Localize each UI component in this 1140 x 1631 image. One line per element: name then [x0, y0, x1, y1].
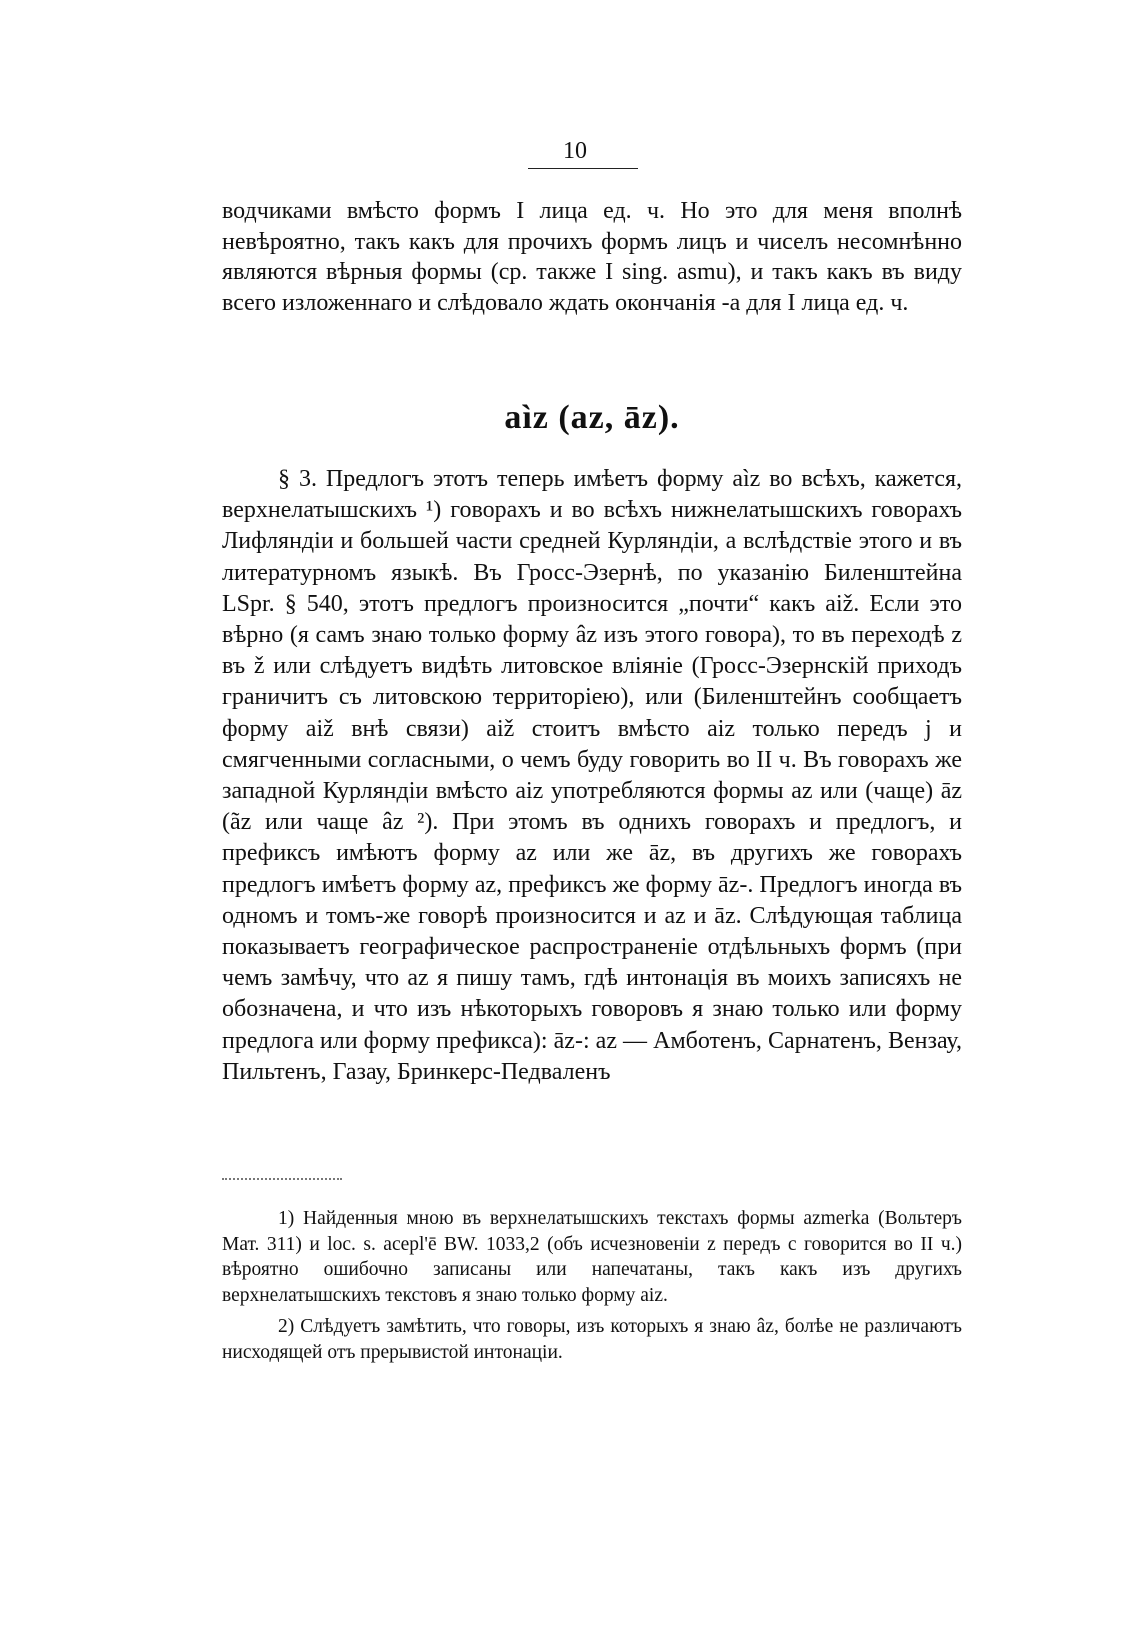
paragraph-number: § 3.: [278, 466, 317, 492]
footnote-1: 1) Найденныя мною въ верхнелатышскихъ текстахъ формы azmerka (Вольтеръ Мат. 311) и loc. s. acepl'ē BW. 1033,2 (объ исчезновеніи z передъ c говорится во II ч.) вѣроятно ошибочно записаны или напечатаны, такъ какъ изъ другихъ верхнелатышскихъ текстовъ я знаю только форму aiz.: [222, 1208, 962, 1306]
continuation-paragraph: [222, 196, 962, 318]
section-body: Предлогъ этотъ теперь имѣетъ форму aìz во всѣхъ, кажется, верхнелатышскихъ ¹) говорахъ и во всѣхъ нижнелатышскихъ говорахъ Лифляндіи и большей части средней Курляндіи, а вслѣдствіе этого и въ литературномъ языкѣ. Въ Гросс-Эзернѣ, по указанію Биленштейна LSpr. § 540, этотъ предлогъ произносится „почти“ какъ aiž. Если это вѣрно (я самъ знаю только форму âz изъ этого говора), то въ переходѣ z въ ž или слѣдуетъ видѣть литовское вліяніе (Гросс-Эзернскій приходъ граничитъ съ литовскою территоріею), или (Биленштейнъ сообщаетъ форму aiž внѣ связи) aiž стоитъ вмѣсто aiz только передъ j и смягченными согласными, о чемъ буду говорить во II ч. Въ говорахъ же западной Курляндіи вмѣсто aiz употребляются формы az или (чаще) āz (ãz или чаще âz ²). При этомъ въ однихъ говорахъ и предлогъ, и префиксъ имѣютъ форму az или же āz, въ другихъ же говорахъ предлогъ имѣетъ форму az, префиксъ же форму āz-. Предлогъ иногда въ одномъ и томъ-же говорѣ произносится и az и āz. Слѣдующая таблица показываетъ географическое распространеніе отдѣльныхъ формъ (при чемъ замѣчу, что az я пишу тамъ, гдѣ интонація въ моихъ записяхъ не обозначена, и что изъ нѣкоторыхъ говоровъ я знаю только или форму предлога или форму префикса): āz-: az — Амботенъ, Сарнатенъ, Вензау, Пильтенъ, Газау, Бринкерс-Педваленъ: [222, 466, 963, 1085]
section-paragraph-text: [222, 464, 962, 1088]
page-number-rule: [528, 168, 638, 169]
footnote-2: 2) Слѣдуетъ замѣтить, что говоры, изъ которыхъ я знаю âz, болѣе не различаютъ нисходящей отъ прерывистой интонаціи.: [222, 1316, 962, 1363]
continuation-paragraph-text: водчиками вмѣсто формъ I лица ед. ч. Но это для меня вполнѣ невѣроятно, такъ какъ для прочихъ формъ лицъ и чиселъ несомнѣнно являются вѣрныя формы (ср. также I sing. asmu), и такъ какъ въ виду всего изложеннаго и слѣдовало ждать окончанія -a для I лица ед. ч.: [222, 198, 962, 316]
section-paragraph: [222, 464, 962, 1088]
section-title: aìz (az, āz).: [504, 399, 680, 436]
footnote-separator: [222, 1178, 342, 1180]
footnotes: [222, 1206, 962, 1371]
page-number: 10: [563, 138, 587, 164]
